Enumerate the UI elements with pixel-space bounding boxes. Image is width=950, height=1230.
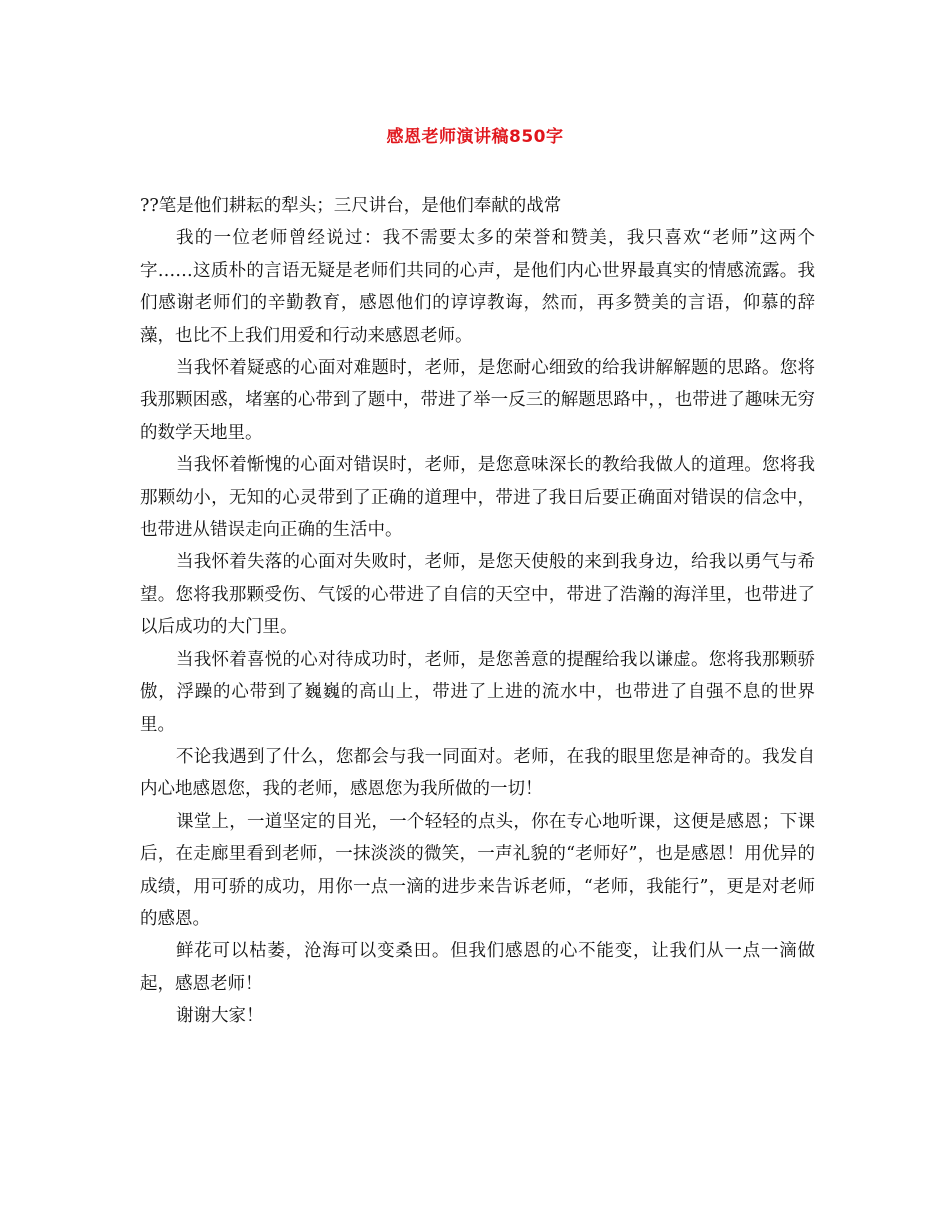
paragraph: 当我怀着失落的心面对失败时，老师，是您天使般的来到我身边，给我以勇气与希望。您将我那颗受伤、气馁的心带进了自信的天空中，带进了浩瀚的海洋里，也带进了以后成功的大门里。 <box>140 552 815 638</box>
paragraph: 课堂上，一道坚定的目光，一个轻轻的点头，你在专心地听课，这便是感恩；下课后，在走廊里看到老师，一抹淡淡的微笑，一声礼貌的“老师好”，也是感恩！用优异的成绩，用可骄的成功，用你一点一滴的进步来告诉老师，“老师，我能行”，更是对老师的感恩。 <box>140 811 815 929</box>
opening-line: ??笔是他们耕耘的犁头；三尺讲台，是他们奉献的战常 <box>140 196 562 216</box>
paragraph: 不论我遇到了什么，您都会与我一同面对。老师，在我的眼里您是神奇的。我发自内心地感恩您，我的老师，感恩您为我所做的一切！ <box>140 746 815 800</box>
paragraph: 当我怀着疑惑的心面对难题时，老师，是您耐心细致的给我讲解解题的思路。您将我那颗困惑，堵塞的心带到了题中，带进了举一反三的解题思路中，，也带进了趣味无穷的数学天地里。 <box>140 358 815 443</box>
paragraph: 我的一位老师曾经说过：我不需要太多的荣誉和赞美，我只喜欢“老师”这两个字……这质朴的言语无疑是老师们共同的心声，是他们内心世界最真实的情感流露。我们感谢老师们的辛勤教育，感恩他们的谆谆教诲，然而，再多赞美的言语，仰慕的辞藻，也比不上我们用爱和行动来感恩老师。 <box>140 228 815 346</box>
closing-line: 谢谢大家！ <box>176 1006 264 1027</box>
paragraph: 当我怀着喜悦的心对待成功时，老师，是您善意的提醒给我以谦虚。您将我那颗骄傲，浮躁的心带到了巍巍的高山上，带进了上进的流水中，也带进了自强不息的世界里。 <box>140 649 815 735</box>
paragraph: 当我怀着惭愧的心面对错误时，老师，是您意味深长的教给我做人的道理。您将我那颗幼小，无知的心灵带到了正确的道理中，带进了我日后要正确面对错误的信念中，也带进从错误走向正确的生活中。 <box>140 455 815 541</box>
document-title: 感恩老师演讲稿850字 <box>386 127 564 147</box>
paragraph: 鲜花可以枯萎，沧海可以变桑田。但我们感恩的心不能变，让我们从一点一滴做起，感恩老师！ <box>140 941 815 994</box>
document-body <box>140 190 815 1033</box>
